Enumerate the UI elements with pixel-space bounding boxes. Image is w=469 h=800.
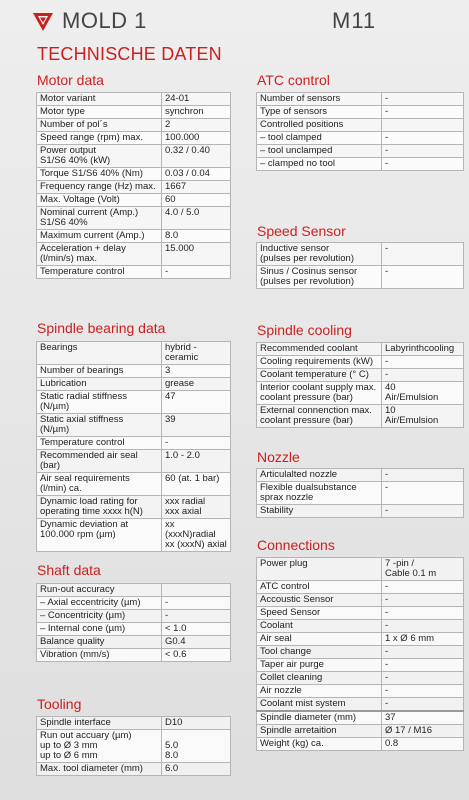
- spec-value: 60: [162, 194, 231, 207]
- spec-label: Bearings: [37, 342, 162, 365]
- spec-value: Ø 17 / M16: [382, 725, 464, 738]
- spec-value: xx (xxxN)radial xx (xxxN) axial: [162, 519, 231, 552]
- table-row: [37, 763, 231, 776]
- section-title-motor: Motor data: [37, 72, 104, 88]
- spec-value: -: [382, 698, 464, 712]
- spec-value: -: [382, 685, 464, 698]
- section-title-nozzle: Nozzle: [257, 449, 300, 465]
- spec-label: Number of sensors: [257, 93, 382, 106]
- spec-label: Recommended air seal (bar): [37, 450, 162, 473]
- table-row: [257, 382, 464, 405]
- spec-value: -: [382, 93, 464, 106]
- table-row: [37, 623, 231, 636]
- table-row: [37, 649, 231, 662]
- spec-label: Motor variant: [37, 93, 162, 106]
- table-row: [37, 597, 231, 610]
- table-row: [37, 730, 231, 763]
- spec-label: Lubrication: [37, 378, 162, 391]
- spec-value: Labyrinthcooling: [382, 343, 464, 356]
- table-row: [37, 584, 231, 597]
- spec-label: Dynamic load rating for operating time xxxx h(N): [37, 496, 162, 519]
- table-row: [257, 659, 464, 672]
- spec-value: -: [382, 132, 464, 145]
- table-row: [37, 132, 231, 145]
- table-row: [37, 194, 231, 207]
- spec-value: -: [382, 505, 464, 518]
- spindle-cooling-table: [256, 342, 464, 428]
- spec-label: Spindle interface: [37, 717, 162, 730]
- spec-label: Collet cleaning: [257, 672, 382, 685]
- spec-label: – tool unclamped: [257, 145, 382, 158]
- section-title-shaft: Shaft data: [37, 562, 101, 578]
- table-row: [257, 685, 464, 698]
- table-row: [37, 168, 231, 181]
- table-row: [257, 482, 464, 505]
- table-row: [37, 450, 231, 473]
- spec-label: Balance quality: [37, 636, 162, 649]
- table-row: [37, 106, 231, 119]
- spec-value: 0.8: [382, 738, 464, 751]
- table-row: [257, 343, 464, 356]
- spec-value: xxx radial xxx axial: [162, 496, 231, 519]
- spec-value: -: [382, 469, 464, 482]
- spec-label: Static axial stiffness (N/µm): [37, 414, 162, 437]
- section-title-tooling: Tooling: [37, 696, 82, 712]
- table-row: [257, 505, 464, 518]
- table-row: [257, 738, 464, 751]
- spindle-bearing-table: [36, 341, 231, 552]
- page-title: TECHNISCHE DATEN: [37, 44, 222, 64]
- table-row: [37, 473, 231, 496]
- spec-label: Sinus / Cosinus sensor (pulses per revolution): [257, 266, 382, 289]
- spec-label: Taper air purge: [257, 659, 382, 672]
- spec-value: 2: [162, 119, 231, 132]
- table-row: [37, 636, 231, 649]
- spec-value: 1 x Ø 6 mm: [382, 633, 464, 646]
- spec-value: [162, 584, 231, 597]
- section-title-atc: ATC control: [257, 72, 330, 88]
- spec-value: grease: [162, 378, 231, 391]
- table-row: [257, 646, 464, 659]
- table-row: [37, 519, 231, 552]
- spec-label: Controlled positions: [257, 119, 382, 132]
- spec-value: 60 (at. 1 bar): [162, 473, 231, 496]
- spec-value: 47: [162, 391, 231, 414]
- table-row: [257, 698, 464, 712]
- table-row: [257, 158, 464, 171]
- spec-value: 15.000: [162, 243, 231, 266]
- spec-label: Type of sensors: [257, 106, 382, 119]
- spec-value: -: [382, 646, 464, 659]
- spec-label: Vibration (mm/s): [37, 649, 162, 662]
- spec-value: < 1.0: [162, 623, 231, 636]
- spec-value: 4.0 / 5.0: [162, 207, 231, 230]
- spec-value: -: [382, 607, 464, 620]
- spec-value: 39: [162, 414, 231, 437]
- spec-label: Air nozzle: [257, 685, 382, 698]
- spec-label: Power plug: [257, 558, 382, 581]
- table-row: [37, 93, 231, 106]
- spec-value: 3: [162, 365, 231, 378]
- spec-label: Cooling requirements (kW): [257, 356, 382, 369]
- spec-label: ATC control: [257, 581, 382, 594]
- spec-label: Recommended coolant: [257, 343, 382, 356]
- spec-label: Accoustic Sensor: [257, 594, 382, 607]
- spec-label: Flexible dualsubstance sprax nozzle: [257, 482, 382, 505]
- atc-control-table: [256, 92, 464, 171]
- spec-label: Coolant mist system: [257, 698, 382, 712]
- table-row: [37, 230, 231, 243]
- spec-value: -: [382, 620, 464, 633]
- spec-label: Articulalted nozzle: [257, 469, 382, 482]
- table-row: [37, 266, 231, 279]
- spec-label: Speed range (rpm) max.: [37, 132, 162, 145]
- table-row: [37, 414, 231, 437]
- spec-value: synchron: [162, 106, 231, 119]
- connections-table: [256, 557, 464, 751]
- spec-label: Nominal current (Amp.) S1/S6 40%: [37, 207, 162, 230]
- table-row: [37, 145, 231, 168]
- table-row: [257, 106, 464, 119]
- table-row: [37, 437, 231, 450]
- brand: [32, 8, 147, 34]
- table-row: [257, 581, 464, 594]
- spec-label: Run-out accuracy: [37, 584, 162, 597]
- spec-label: Tool change: [257, 646, 382, 659]
- spec-label: Max. tool diameter (mm): [37, 763, 162, 776]
- spec-label: Spindle diameter (mm): [257, 711, 382, 725]
- spec-label: Temperature control: [37, 437, 162, 450]
- spec-label: Torque S1/S6 40% (Nm): [37, 168, 162, 181]
- spec-label: – Internal cone (µm): [37, 623, 162, 636]
- table-row: [37, 496, 231, 519]
- table-row: [37, 378, 231, 391]
- table-row: [257, 558, 464, 581]
- table-row: [257, 469, 464, 482]
- table-row: [257, 633, 464, 646]
- spec-value: 0.32 / 0.40: [162, 145, 231, 168]
- mold-logo-icon: [32, 10, 54, 32]
- spec-value: -: [382, 356, 464, 369]
- nozzle-table: [256, 468, 464, 518]
- brand-name: MOLD 1: [62, 8, 147, 33]
- spec-label: Inductive sensor (pulses per revolution): [257, 243, 382, 266]
- spec-value: -: [382, 482, 464, 505]
- spec-label: Max. Voltage (Volt): [37, 194, 162, 207]
- spec-label: Air seal requirements (l/min) ca.: [37, 473, 162, 496]
- spec-value: -: [382, 672, 464, 685]
- spec-value: [382, 119, 464, 132]
- table-row: [37, 207, 231, 230]
- spec-label: Weight (kg) ca.: [257, 738, 382, 751]
- spec-value: -: [382, 581, 464, 594]
- spec-value: 40 Air/Emulsion: [382, 382, 464, 405]
- table-row: [37, 717, 231, 730]
- table-row: [257, 594, 464, 607]
- spec-label: Coolant: [257, 620, 382, 633]
- spec-label: Spindle arretaition: [257, 725, 382, 738]
- table-row: [37, 119, 231, 132]
- spec-label: – tool clamped: [257, 132, 382, 145]
- spec-label: Temperature control: [37, 266, 162, 279]
- spec-value: D10: [162, 717, 231, 730]
- spec-label: – Axial eccentricity (µm): [37, 597, 162, 610]
- table-row: [37, 243, 231, 266]
- table-row: [257, 243, 464, 266]
- table-row: [257, 369, 464, 382]
- spec-value: -: [382, 158, 464, 171]
- table-row: [257, 93, 464, 106]
- spec-label: Motor type: [37, 106, 162, 119]
- spec-value: -: [162, 266, 231, 279]
- spec-value: 10 Air/Emulsion: [382, 405, 464, 428]
- spec-value: 6.0: [162, 763, 231, 776]
- spec-value: 7 -pin / Cable 0.1 m: [382, 558, 464, 581]
- spec-value: 24-01: [162, 93, 231, 106]
- section-title-cooling: Spindle cooling: [257, 322, 352, 338]
- spec-value: -: [382, 659, 464, 672]
- table-row: [257, 620, 464, 633]
- spec-value: 1667: [162, 181, 231, 194]
- spec-value: 1.0 - 2.0: [162, 450, 231, 473]
- section-title-connections: Connections: [257, 537, 335, 553]
- spec-value: -: [382, 106, 464, 119]
- table-row: [257, 672, 464, 685]
- table-row: [37, 342, 231, 365]
- table-row: [37, 391, 231, 414]
- shaft-data-table: [36, 583, 231, 662]
- spec-value: -: [382, 369, 464, 382]
- spec-value: -: [382, 243, 464, 266]
- spec-label: External connenction max. coolant pressure (bar): [257, 405, 382, 428]
- section-title-speed-sensor: Speed Sensor: [257, 223, 346, 239]
- spec-label: – clamped no tool: [257, 158, 382, 171]
- table-row: [37, 181, 231, 194]
- spec-label: Number of pol´s: [37, 119, 162, 132]
- spec-label: Static radial stiffness (N/µm): [37, 391, 162, 414]
- spec-label: Frequency range (Hz) max.: [37, 181, 162, 194]
- section-title-spindle-bearing: Spindle bearing data: [37, 320, 166, 336]
- spec-value: -: [162, 437, 231, 450]
- table-row: [257, 607, 464, 620]
- table-row: [257, 405, 464, 428]
- spec-label: Stability: [257, 505, 382, 518]
- speed-sensor-table: [256, 242, 464, 289]
- spec-value: -: [382, 594, 464, 607]
- spec-value: 8.0: [162, 230, 231, 243]
- spec-label: Dynamic deviation at 100.000 rpm (µm): [37, 519, 162, 552]
- spec-value: G0.4: [162, 636, 231, 649]
- spec-label: – Concentricity (µm): [37, 610, 162, 623]
- table-row: [37, 365, 231, 378]
- spec-value: 100.000: [162, 132, 231, 145]
- table-row: [37, 610, 231, 623]
- tooling-table: [36, 716, 231, 776]
- table-row: [257, 119, 464, 132]
- spec-value: 37: [382, 711, 464, 725]
- spec-label: Interior coolant supply max. coolant pressure (bar): [257, 382, 382, 405]
- table-row: [257, 725, 464, 738]
- spec-value: -: [382, 145, 464, 158]
- spec-value: -: [162, 597, 231, 610]
- table-row: [257, 711, 464, 725]
- spec-label: Coolant temperature (° C): [257, 369, 382, 382]
- spec-label: Power output S1/S6 40% (kW): [37, 145, 162, 168]
- spec-label: Maximum current (Amp.): [37, 230, 162, 243]
- table-row: [257, 132, 464, 145]
- table-row: [257, 266, 464, 289]
- table-row: [257, 145, 464, 158]
- spec-label: Speed Sensor: [257, 607, 382, 620]
- spec-value: hybrid - ceramic: [162, 342, 231, 365]
- spec-label: Number of bearings: [37, 365, 162, 378]
- table-row: [257, 356, 464, 369]
- spec-value: -: [382, 266, 464, 289]
- spec-label: Air seal: [257, 633, 382, 646]
- spec-value: -: [162, 610, 231, 623]
- model-name: M11: [332, 8, 377, 33]
- spec-value: < 0.6: [162, 649, 231, 662]
- spec-value: 0.03 / 0.04: [162, 168, 231, 181]
- spec-value: 5.0 8.0: [162, 730, 231, 763]
- spec-label: Acceleration + delay (l/min/s) max.: [37, 243, 162, 266]
- motor-data-table: [36, 92, 231, 279]
- spec-label: Run out accuary (µm) up to Ø 3 mm up to Ø 6 mm: [37, 730, 162, 763]
